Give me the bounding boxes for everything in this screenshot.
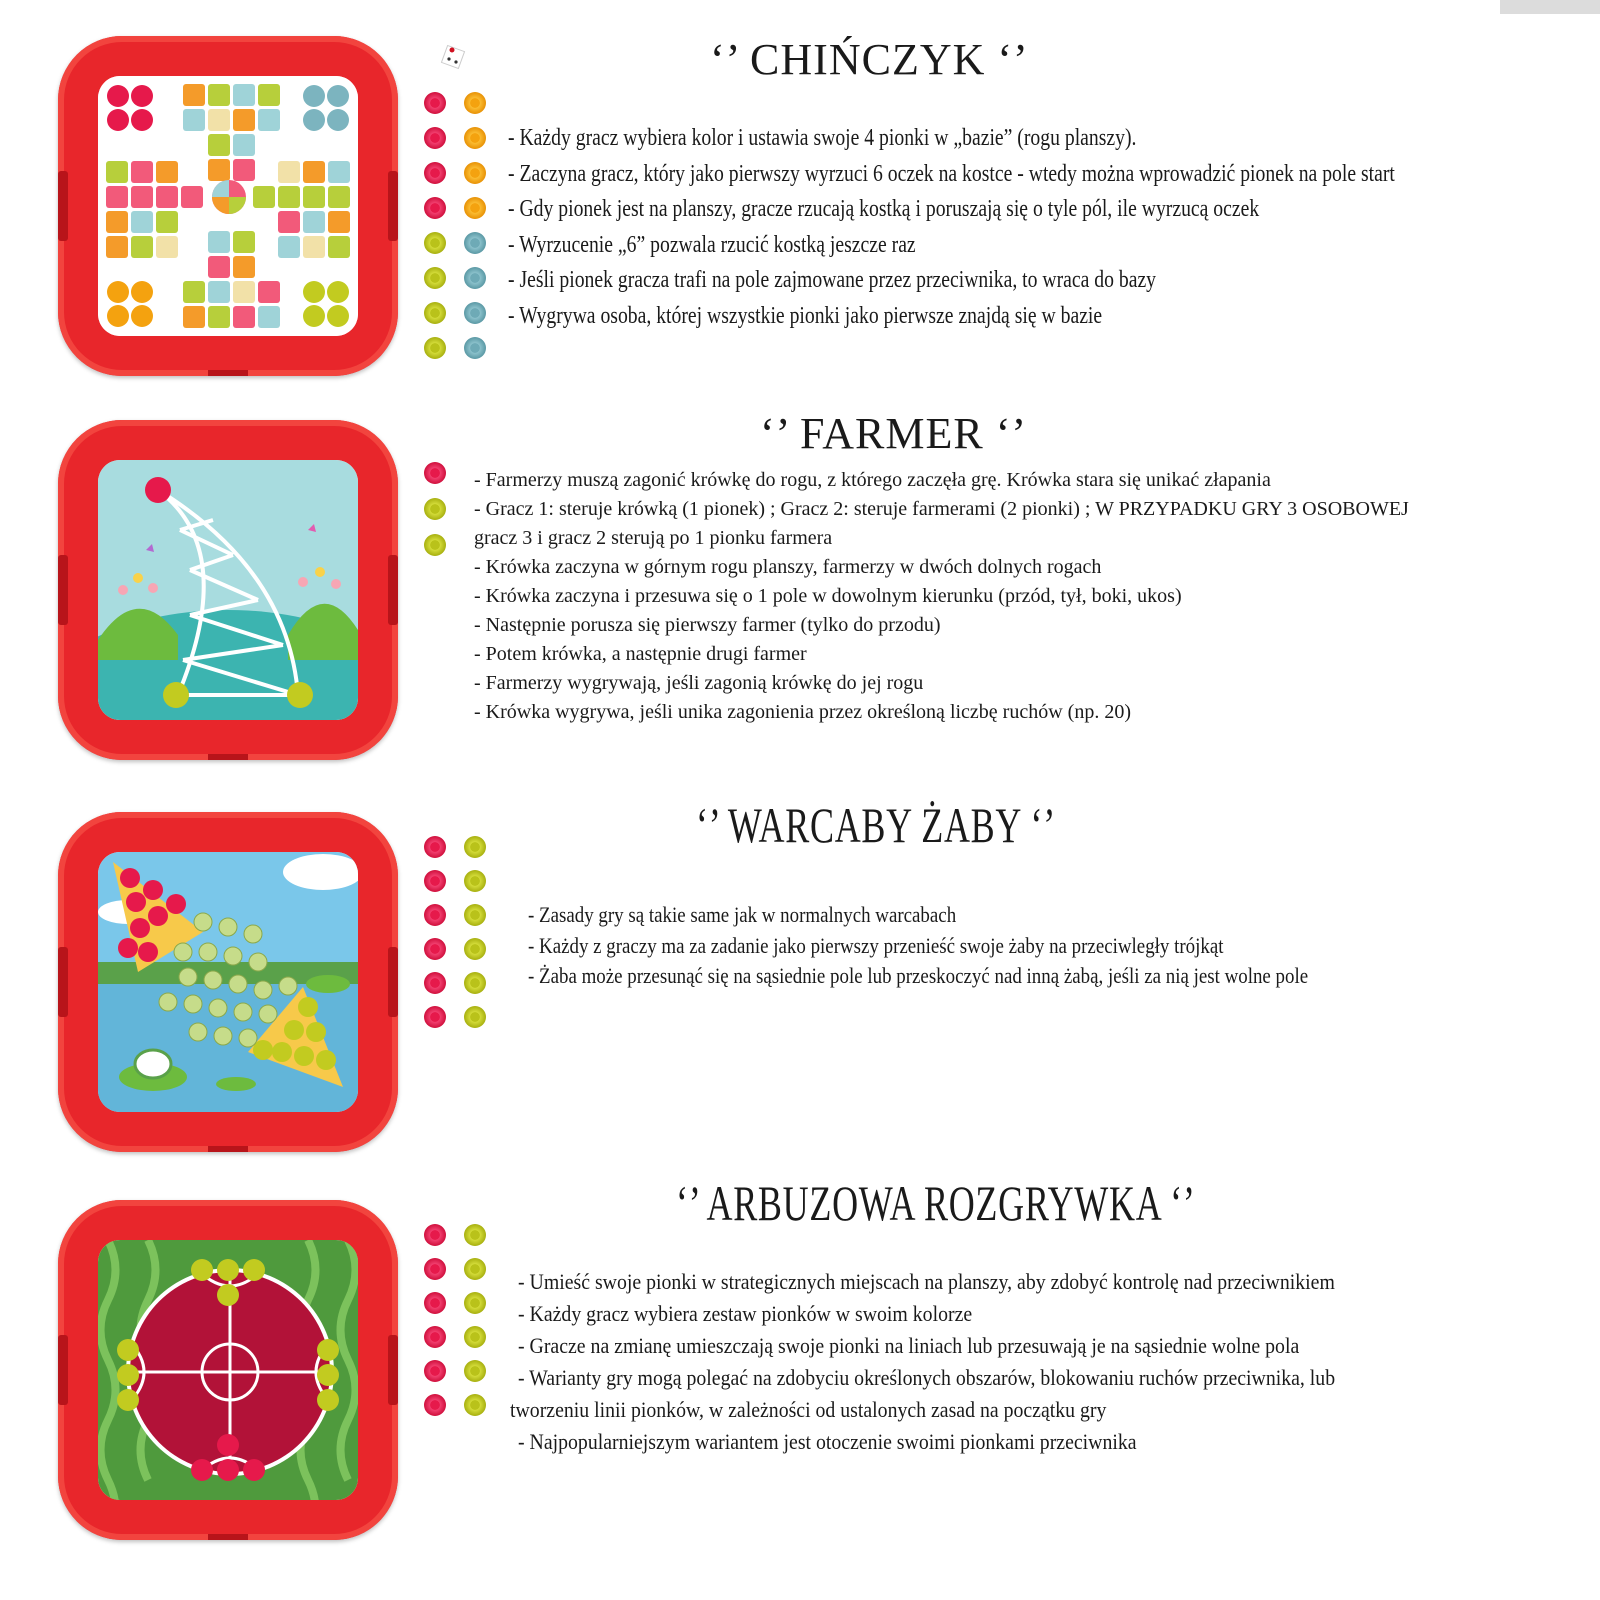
rule-item: - Wygrywa osoba, której wszystkie pionki jako pierwsze znajdą się w bazie [508,302,1103,329]
tray-notch-bottom [208,1534,248,1540]
rules-list-warcaby [528,900,1435,992]
section-title: ‘’ FARMER ‘’ [760,409,1028,458]
rule-item: - Następnie porusza się pierwszy farmer (tylko do przodu) [474,614,941,636]
game-tray-chinczyk [58,36,398,376]
pawn-red [424,1258,446,1280]
pawn-yellow [424,232,446,254]
watermelon-board-illustration [98,1240,358,1500]
dice-icon [440,44,468,72]
rule-item: - Każdy gracz wybiera zestaw pionków w swoim kolorze [518,1301,973,1326]
rules-list-arbuzowa [510,1266,1426,1458]
rule-item: - Gracze na zmianę umieszczają swoje pionki na liniach lub przesuwają je na sąsiednie wolne pola [518,1333,1300,1358]
tray-notch-bottom [208,1146,248,1152]
pawn-red [424,938,446,960]
game-tray-warcaby [58,812,398,1152]
rule-item: - Umieść swoje pionki w strategicznych miejscach na planszy, aby zdobyć kontrolę nad przeciwnikiem [518,1269,1335,1294]
rule-item: tworzeniu linii pionków, w zależności od ustalonych zasad na początku gry [510,1397,1107,1422]
rule-item: - Najpopularniejszym wariantem jest otoczenie swoimi pionkami przeciwnika [518,1429,1137,1454]
board-farmer [98,460,358,720]
pawn-yellow [464,1360,486,1382]
pawn-red [424,836,446,858]
game-tray-farmer [58,420,398,760]
board-chinczyk [98,76,358,336]
game-tray-arbuzowa [58,1200,398,1540]
rule-item: - Krówka zaczyna w górnym rogu planszy, farmerzy w dwóch dolnych rogach [474,556,1102,578]
section-chinczyk [0,0,1600,390]
pawn-teal [464,232,486,254]
section-farmer [0,400,1600,780]
pawn-orange [464,197,486,219]
pawn-yellow [424,302,446,324]
pawn-teal [464,267,486,289]
rule-item: - Krówka zaczyna i przesuwa się o 1 pole w dowolnym kierunku (przód, tył, boki, ukos) [474,585,1182,607]
rule-item: - Żaba może przesunąć się na sąsiednie pole lub przeskoczyć nad inną żabą, jeśli za nią jest wolne pole [528,963,1309,988]
pawn-red [424,1292,446,1314]
pawn-yellow [464,870,486,892]
pawn-red [424,197,446,219]
farmer-board-illustration [98,460,358,720]
rule-item: - Potem krówka, a następnie drugi farmer [474,643,807,665]
pawn-yellow [464,1006,486,1028]
pawn-red [424,870,446,892]
pawn-yellow [464,972,486,994]
pawn-red [424,1006,446,1028]
board-warcaby [98,852,358,1112]
tray-notch-bottom [208,370,248,376]
pawn-red [424,904,446,926]
pawn-orange [464,162,486,184]
pawn-orange [464,92,486,114]
pawn-yellow [424,498,446,520]
pawn-red [424,92,446,114]
pawn-teal [464,337,486,359]
rule-item: - Farmerzy wygrywają, jeśli zagonią krówkę do jej rogu [474,672,924,694]
pawn-yellow [464,904,486,926]
rule-item: - Jeśli pionek gracza trafi na pole zajmowane przez przeciwnika, to wraca do bazy [508,267,1157,293]
rule-item: - Każdy gracz wybiera kolor i ustawia swoje 4 pionki w „bazie” (rogu planszy). [508,125,1137,151]
rule-item: - Farmerzy muszą zagonić krówkę do rogu, z którego zaczęła grę. Krówka stara się unikać złapania [474,469,1271,491]
pawn-red [424,1360,446,1382]
ludo-board-illustration [98,76,358,336]
section-title: ‘’ ARBUZOWA ROZGRYWKA ‘’ [676,1175,1196,1231]
pawn-yellow [424,337,446,359]
pawn-yellow [424,267,446,289]
pawn-yellow [424,534,446,556]
pawn-red [424,462,446,484]
board-arbuzowa [98,1240,358,1500]
pawn-red [424,1224,446,1246]
section-warcaby-zaby [0,790,1600,1160]
pawn-red [424,972,446,994]
pawn-yellow [464,1224,486,1246]
pawn-yellow [464,1394,486,1416]
tray-notch-bottom [208,754,248,760]
section-title: ‘’ WARCABY ŻABY ‘’ [696,797,1056,853]
pawn-yellow [464,938,486,960]
pawn-red [424,1326,446,1348]
pawn-yellow [464,836,486,858]
rule-item: - Zaczyna gracz, który jako pierwszy wyrzuci 6 oczek na kostce - wtedy można wprowadzić pionek na pole start [508,160,1395,187]
section-arbuzowa-rozgrywka [0,1170,1600,1590]
pawn-teal [464,302,486,324]
pawn-yellow [464,1292,486,1314]
pawn-orange [464,127,486,149]
rule-item: - Krówka wygrywa, jeśli unika zagonienia przez określoną liczbę ruchów (np. 20) [474,701,1131,723]
section-title: ‘’ CHIŃCZYK ‘’ [710,35,1029,84]
rule-item: - Wyrzucenie „6” pozwala rzucić kostką jeszcze raz [508,231,916,258]
pawn-yellow [464,1258,486,1280]
frog-checkers-illustration [98,852,358,1112]
rule-item: - Każdy z graczy ma za zadanie jako pierwszy przenieść swoje żaby na przeciwległy trójkąt [528,932,1224,958]
rule-item: - Warianty gry mogą polegać na zdobyciu określonych obszarów, blokowaniu ruchów przeciwnika, lub [518,1365,1336,1390]
pawn-red [424,162,446,184]
pawn-red [424,1394,446,1416]
rule-item: gracz 3 i gracz 2 sterują po 1 pionku farmera [474,527,833,549]
rule-item: - Gdy pionek jest na planszy, gracze rzucają kostką i poruszają się o tyle pól, ile wyrzucą oczek [508,196,1260,222]
rule-item: - Zasady gry są takie same jak w normalnych warcabach [528,902,957,927]
pawn-yellow [464,1326,486,1348]
rules-list-farmer [474,466,1409,727]
rule-item: - Gracz 1: steruje krówką (1 pionek) ; Gracz 2: steruje farmerami (2 pionki) ; W PRZYPADKU GRY 3 OSOBOWEJ [474,498,1409,520]
rules-list-chinczyk [508,121,1590,334]
pawn-red [424,127,446,149]
